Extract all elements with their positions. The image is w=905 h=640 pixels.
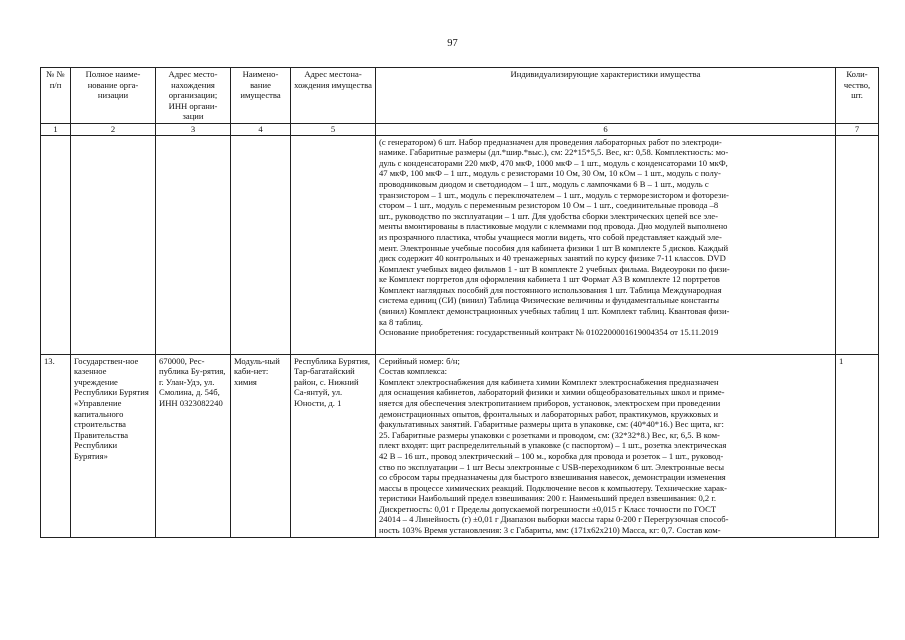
org-name: Государствен-ное казенное учреждение Республики Бурятия «Управление капитального строительства Правительства Республики Бурятия» bbox=[71, 354, 156, 537]
text-line: (с генератором) 6 шт. Набор предназначен для проведения лабораторных работ по электроди- bbox=[379, 136, 722, 147]
text-line: 25. Габаритные размеры упаковки с розетками и проводом, см: (32*32*8.) Вес, кг, 6,5. В ком- bbox=[379, 429, 720, 440]
text-line: система единиц (СИ) (винил) Таблица Физические величины и фундаментальные константы bbox=[379, 295, 720, 306]
text-line: со сбросом тары предназначены для быстрого взвешивания навесок, демонстрации изменения bbox=[379, 472, 726, 483]
header-property-address: Адрес местона-хождения имущества bbox=[291, 68, 376, 124]
header-org-address: Адрес место-нахождения организации; ИНН органи-зации bbox=[156, 68, 231, 124]
text-line: для оснащения кабинетов, лабораторий физики и химии общеобразовательных школ и приме- bbox=[379, 387, 725, 398]
text-line: мент. Электронные учебные пособия для кабинета физики 1 шт В комплекте 5 дисков. Каждый bbox=[379, 242, 729, 253]
continued-characteristics bbox=[376, 135, 836, 354]
text-line: транзистором – 1 шт., модуль с переключателем – 1 шт., модуль с терморезистором и фоторези- bbox=[379, 189, 729, 200]
text-line: Дискретность: 0,01 г Пределы допускаемой погрешности ±0,015 г Класс точности по ГОСТ bbox=[379, 503, 717, 514]
text-line: Комплект электроснабжения для кабинета химии Комплект электроснабжения предназначен bbox=[379, 376, 719, 387]
row-number: 13. bbox=[41, 354, 71, 537]
text-line: Серийный номер: б/н; bbox=[379, 355, 460, 366]
text-line: теристики Наибольший предел взвешивания: 200 г. Наименьший предел взвешивания: 0,2 г. bbox=[379, 493, 717, 504]
column-number-row bbox=[41, 123, 879, 135]
property-name: Модуль-ный каби-нет: химия bbox=[231, 354, 291, 537]
text-line: шт., руководство по эксплуатации – 1 шт. Для удобства сборки электрических цепей все эле- bbox=[379, 210, 718, 221]
cell-empty bbox=[41, 135, 71, 354]
text-line: 24014 – 4 Линейность (г) ±0,01 г Диапазон выборки массы тары 0-200 г Перегрузочная способ- bbox=[379, 514, 729, 525]
column-number: 1 bbox=[41, 123, 71, 135]
header-number: № № п/п bbox=[41, 68, 71, 124]
quantity: 1 bbox=[836, 354, 879, 537]
text-line: ство по эксплуатации – 1 шт Весы электронные с USB-переходником 6 шт. Электронные весы bbox=[379, 461, 725, 472]
text-line: Комплект учебных видео фильмов 1 - шт В комплекте 2 учебных фильма. Видеоуроки по физи- bbox=[379, 263, 730, 274]
text-line: Основание приобретения: государственный контракт № 0102200001619004354 от 15.11.2019 bbox=[379, 327, 719, 338]
header-characteristics: Индивидуализирующие характеристики имущества bbox=[376, 68, 836, 124]
text-line: из прозрачного пластика, чтобы учащиеся могли видеть, что собой представляет каждый эле- bbox=[379, 231, 722, 242]
header-row bbox=[41, 68, 879, 124]
column-number: 3 bbox=[156, 123, 231, 135]
text-line: (винил) Комплект демонстрационных учебных таблиц 1 шт. Комплект таблиц. Квантовая физи- bbox=[379, 306, 730, 317]
text-line: стором – 1 шт., модуль с переменным резистором 10 Ом – 1 шт., соединительные провода –8 bbox=[379, 200, 719, 211]
text-line: ность 103% Время установления: 3 с Габариты, мм: (171х62х210) Масса, кг: 0,7. Состав ком- bbox=[379, 525, 721, 536]
text-line: проводниковым диодом и светодиодом – 1 шт., модуль с лампочками 6 В – 1 шт., модуль с bbox=[379, 178, 709, 189]
text-line: няется для обеспечения электропитанием приборов, установок, электросхем при проведении bbox=[379, 397, 721, 408]
column-number: 7 bbox=[836, 123, 879, 135]
text-line: Состав комплекса: bbox=[379, 366, 448, 377]
text-line: демонстрационных опытов, фронтальных и лабораторных работ, практикумов, кружковых и bbox=[379, 408, 719, 419]
text-line: плект входят: щит распределительный в упаковке (с паспортом) – 1 шт., розетка электрическая bbox=[379, 440, 727, 451]
cell-empty bbox=[231, 135, 291, 354]
text-line: дуль с конденсаторами 220 мкФ, 470 мкФ, 1000 мкФ – 1 шт., модуль с конденсаторами 10 мкФ, bbox=[379, 157, 728, 168]
page-number: 97 bbox=[447, 38, 458, 49]
text-line: менты вмонтированы в пластиковые модули с клеммами под провода. Дно модулей выполнено bbox=[379, 221, 728, 232]
text-line: факультативных занятий. Габаритные размеры щита в упаковке, см: (40*40*16.) Вес щита, кг: bbox=[379, 419, 724, 430]
table-row-continued bbox=[41, 135, 879, 354]
text-line: 42 В – 16 шт., провод электрический – 100 м., коробка для провода и розеток – 1 шт., руковод- bbox=[379, 450, 724, 461]
cell-empty bbox=[291, 135, 376, 354]
text-line: массы в процессе химических реакций. Подключение весов к компьютеру. Технические харак- bbox=[379, 482, 728, 493]
header-org-name: Полное наиме-нование орга-низации bbox=[71, 68, 156, 124]
property-address: Республика Бурятия, Тар-багатайский район, с. Нижний Са-янтуй, ул. Юности, д. 1 bbox=[291, 354, 376, 537]
cell-empty bbox=[836, 135, 879, 354]
column-number: 6 bbox=[376, 123, 836, 135]
column-number: 4 bbox=[231, 123, 291, 135]
characteristics bbox=[376, 354, 836, 537]
property-table bbox=[40, 67, 879, 538]
cell-empty bbox=[156, 135, 231, 354]
text-line: диск содержит 40 контрольных и 40 тренажерных занятий по курсу физике 7-11 классов. DVD bbox=[379, 253, 726, 264]
text-line: Комплект наглядных пособий для постоянного использования 1 шт. Таблица Международная bbox=[379, 284, 722, 295]
header-quantity: Коли-чество, шт. bbox=[836, 68, 879, 124]
column-number: 5 bbox=[291, 123, 376, 135]
header-property-name: Наимено-вание имущества bbox=[231, 68, 291, 124]
text-line: ке Комплект портретов для оформления кабинета 1 шт Формат А3 В комплекте 12 портретов bbox=[379, 274, 720, 285]
table-row-13 bbox=[41, 354, 879, 537]
org-address: 670000, Рес-публика Бу-рятия, г. Улан-Удэ, ул. Смолина, д. 54б, ИНН 0323082240 bbox=[156, 354, 231, 537]
column-number: 2 bbox=[71, 123, 156, 135]
text-line: намике. Габаритные размеры (дл.*шир.*выс.), см: 22*15*5,5. Вес, кг: 0,58. Комплектность: мо- bbox=[379, 147, 729, 158]
text-line: ка 8 таблиц. bbox=[379, 316, 423, 327]
text-line: 47 мкФ, 100 мкФ – 1 шт., модуль с резисторами 10 Ом, 30 Ом, 10 кОм – 1 шт., модуль с полу- bbox=[379, 168, 721, 179]
cell-empty bbox=[71, 135, 156, 354]
